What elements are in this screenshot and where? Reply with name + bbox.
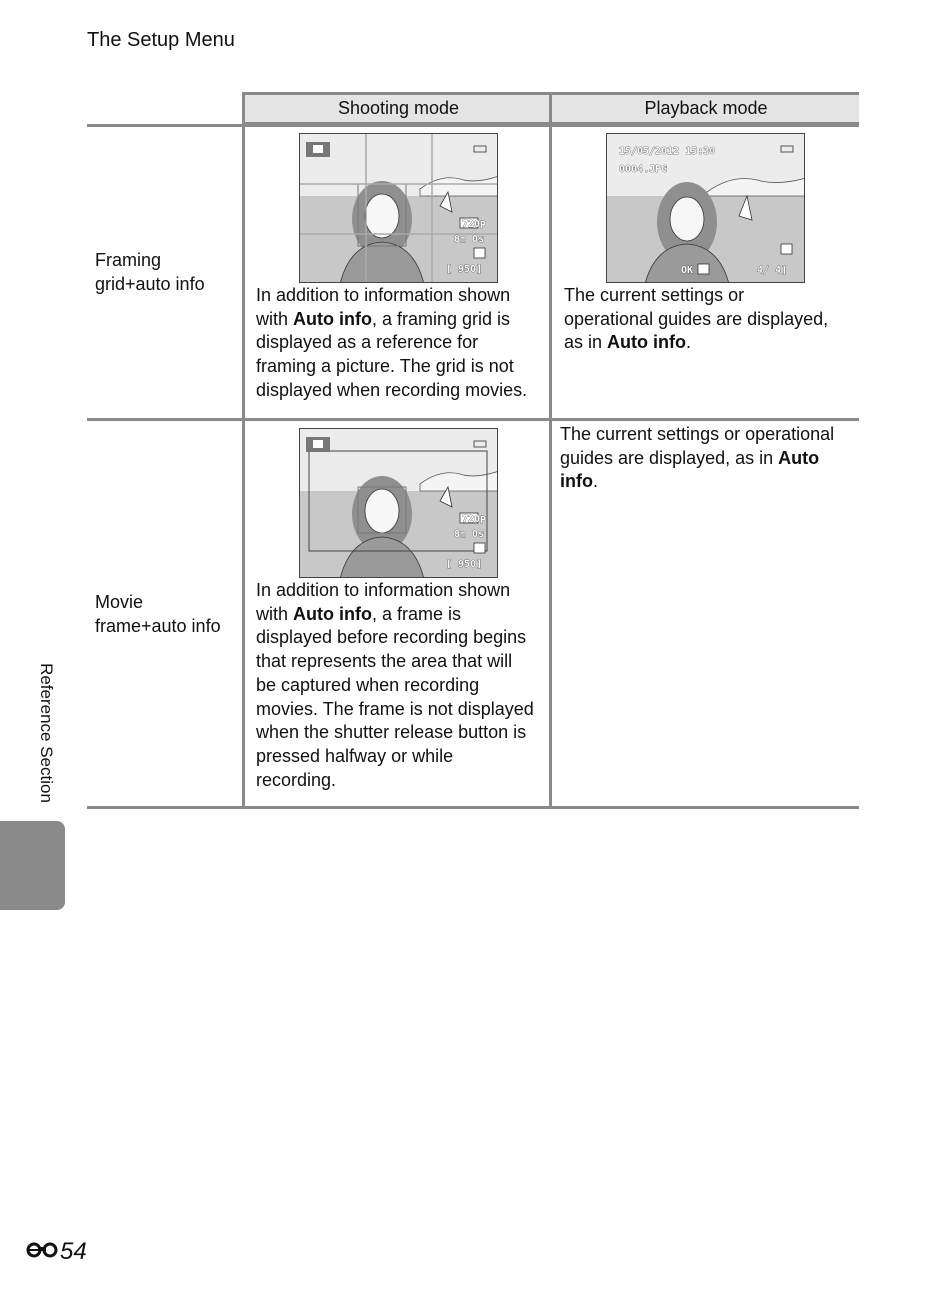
description-line xyxy=(564,331,828,355)
description-line: displayed before recording begins xyxy=(256,627,527,648)
description-line: pressed halfway or while xyxy=(256,745,454,766)
movie-size-label: 720 xyxy=(462,219,481,230)
row-label-framing-grid xyxy=(95,248,205,296)
row-label-line: Framing xyxy=(95,250,162,270)
table-rule xyxy=(87,806,859,809)
page-header: The Setup Menu xyxy=(87,29,235,51)
description-line: recording. xyxy=(256,769,337,790)
movie-size-label: 720 xyxy=(462,514,481,525)
bold-term: info xyxy=(560,471,593,492)
description-framing-playback xyxy=(564,284,828,355)
table-rule xyxy=(87,124,859,127)
description-line xyxy=(256,308,527,332)
bold-term: Auto xyxy=(778,447,820,468)
column-header-playback: Playback mode xyxy=(644,98,768,118)
movie-suffix-label: P xyxy=(480,220,487,231)
recording-time: 8m 0s xyxy=(454,234,485,245)
playback-filename: 0004.JPG xyxy=(619,164,668,175)
row-label-line: frame+auto info xyxy=(95,616,221,636)
description-line: that represents the area that will xyxy=(256,651,513,672)
bold-term: Auto info xyxy=(293,308,372,329)
description-line: be captured when recording xyxy=(256,674,480,695)
text-run: with xyxy=(256,603,294,624)
text-run: , a frame is xyxy=(372,603,462,624)
description-line: framing a picture. The grid is not xyxy=(256,356,514,377)
e-binoculars-icon xyxy=(26,1238,58,1266)
ok-label: OK xyxy=(681,265,694,276)
column-header-shooting: Shooting mode xyxy=(337,98,460,118)
description-framing-shooting xyxy=(256,284,527,403)
movie-suffix-label: P xyxy=(480,515,487,526)
text-run: guides are displayed, as in xyxy=(560,447,779,468)
side-section-tab xyxy=(0,821,65,910)
row-label-line: grid+auto info xyxy=(95,274,205,294)
description-line: displayed as a reference for xyxy=(256,332,479,353)
description-line xyxy=(560,470,834,494)
description-movie-playback xyxy=(560,423,834,494)
description-line: In addition to information shown xyxy=(256,580,511,600)
table-rule xyxy=(87,418,859,421)
page-number-text: 54 xyxy=(60,1238,87,1265)
description-line xyxy=(560,447,834,471)
recording-time: 8m 0s xyxy=(454,529,485,540)
row-label-movie-frame xyxy=(95,590,221,638)
text-run: as in xyxy=(564,332,608,353)
description-line: displayed when recording movies. xyxy=(256,379,528,400)
text-run: with xyxy=(256,308,294,329)
side-section-label: Reference Section xyxy=(37,663,56,803)
table-divider xyxy=(242,92,245,809)
playback-counter: 4/ 4] xyxy=(757,265,788,276)
description-movie-shooting xyxy=(256,579,534,792)
shooting-screen-grid-image xyxy=(299,133,498,283)
description-line: In addition to information shown xyxy=(256,285,511,305)
description-line: The current settings or xyxy=(564,285,745,305)
bold-term: Auto info xyxy=(607,332,687,353)
text-run: . xyxy=(686,332,692,353)
page-number xyxy=(26,1238,87,1266)
playback-datetime: 15/05/2012 15:30 xyxy=(619,146,716,157)
description-line xyxy=(256,603,534,627)
row-label-line: Movie xyxy=(95,592,144,612)
shooting-screen-movie-frame-image xyxy=(299,428,498,578)
description-line: The current settings or operational xyxy=(560,424,835,444)
description-line: movies. The frame is not displayed xyxy=(256,698,534,719)
playback-screen-image xyxy=(606,133,805,283)
table-divider xyxy=(549,92,552,809)
description-line: operational guides are displayed, xyxy=(564,308,829,329)
text-run: . xyxy=(593,471,599,492)
bold-term: Auto info xyxy=(293,603,372,624)
description-line: when the shutter release button is xyxy=(256,722,527,743)
shots-remaining: [ 950] xyxy=(446,559,483,570)
shots-remaining: [ 950] xyxy=(446,264,483,275)
text-run: , a framing grid is xyxy=(372,308,511,329)
